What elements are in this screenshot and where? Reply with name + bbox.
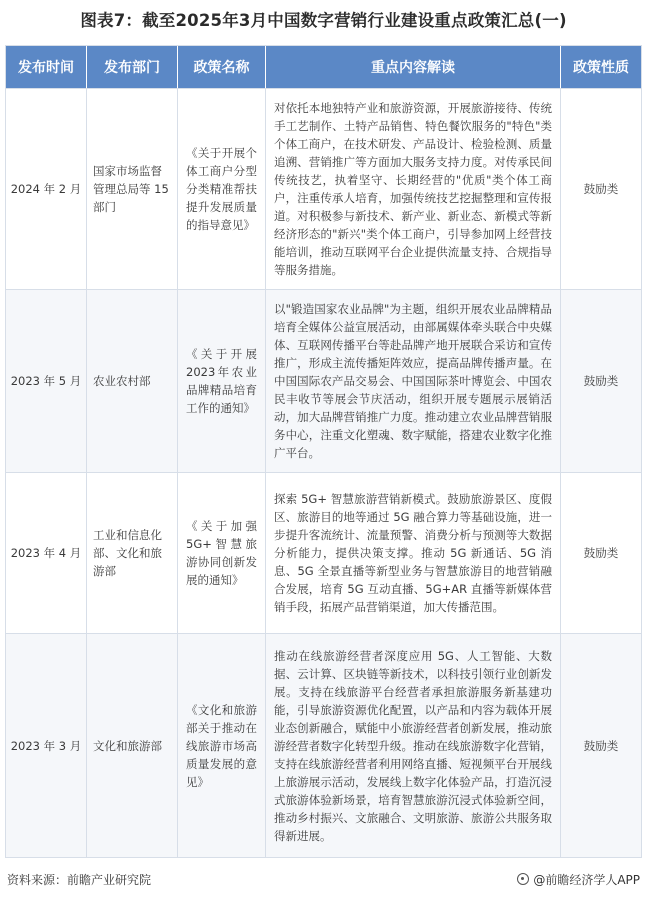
header-date: 发布时间 bbox=[6, 46, 87, 88]
table-row bbox=[6, 633, 641, 857]
figure-title: 图表7：截至2025年3月中国数字营销行业建设重点政策汇总(一) bbox=[80, 11, 567, 30]
cell-nature: 鼓励类 bbox=[583, 182, 619, 196]
brand-logo-icon bbox=[517, 873, 529, 885]
header-policy: 政策名称 bbox=[178, 46, 266, 88]
brand-credit bbox=[517, 871, 640, 888]
cell-dept: 文化和旅游部 bbox=[87, 634, 178, 857]
cell-nature: 鼓励类 bbox=[583, 546, 619, 560]
table-row bbox=[6, 88, 641, 289]
cell-policy: 《文化和旅游部关于推动在线旅游市场高质量发展的意见》 bbox=[178, 634, 266, 857]
cell-content: 推动在线旅游经营者深度应用 5G、人工智能、大数据、云计算、区块链等新技术，以科技引领行业创新发展。支持在线旅游平台经营者承担旅游服务新基建功能，引导旅游资源优化配置，以产品和内容为载体开展业态创新融合，赋能中小旅游经营者创新发展，推动旅游经营者数字化转型升级。推动在线旅游数字化营销，支持在线旅游经营者利用网络直播、短视频平台开展线上旅游展示活动，发展线上数字化体验产品，打造沉浸式旅游体验新场景，培育智慧旅游沉浸式体验新空间，推动乡村振兴、文旅融合、文明旅游、旅游公共服务取得新进展。 bbox=[266, 634, 561, 857]
cell-nature: 鼓励类 bbox=[583, 374, 619, 388]
table-header bbox=[6, 46, 641, 88]
table-row bbox=[6, 289, 641, 472]
cell-content: 探索 5G+ 智慧旅游营销新模式。鼓励旅游景区、度假区、旅游目的地等通过 5G 融合算力等基础设施，进一步提升客流统计、流量预警、消费分析与预测等大数据分析能力，提供决策支撑。推动 5G 新通话、5G 消息、5G 全景直播等新型业务与智慧旅游目的地营销融合发展，培育 5G 互动直播、5G+AR 直播等新媒体营销手段，拓展产品营销渠道，加大传播范围。 bbox=[266, 473, 561, 633]
footer bbox=[7, 868, 640, 890]
cell-policy: 《关于开展个体工商户分型分类精准帮扶提升发展质量的指导意见》 bbox=[178, 89, 266, 289]
cell-dept: 工业和信息化部、文化和旅游部 bbox=[87, 473, 178, 633]
policy-table bbox=[5, 45, 642, 858]
source-note: 资料来源：前瞻产业研究院 bbox=[7, 872, 152, 887]
cell-nature: 鼓励类 bbox=[583, 738, 619, 753]
header-content: 重点内容解读 bbox=[266, 46, 561, 88]
cell-date: 2023 年 4 月 bbox=[6, 473, 87, 633]
cell-content: 以"锻造国家农业品牌"为主题，组织开展农业品牌精品培育全媒体公益宣展活动，由部属媒体牵头联合中央媒体、互联网传播平台等赴品牌产地开展联合采访和宣传推广，形成主流传播矩阵效应，提高品牌传播声量。在中国国际农产品交易会、中国国际茶叶博览会、中国农民丰收节等展会节庆活动，组织开展专题展示展销活动，加大品牌营销推广力度。推动建立农业品牌营销服务中心，注重文化塑魂、数字赋能，搭建农业数字化推广平台。 bbox=[266, 290, 561, 472]
brand-label: @前瞻经济学人APP bbox=[533, 872, 640, 887]
header-nature: 政策性质 bbox=[573, 60, 629, 76]
cell-date: 2023 年 5 月 bbox=[6, 290, 87, 472]
cell-dept: 国家市场监督管理总局等 15 部门 bbox=[87, 89, 178, 289]
header-dept: 发布部门 bbox=[87, 46, 178, 88]
table-row bbox=[6, 472, 641, 633]
cell-content: 对依托本地独特产业和旅游资源，开展旅游接待、传统手工艺制作、土特产品销售、特色餐饮服务的"特色"类个体工商户，在技术研发、产品设计、检验检测、质量追溯、营销推广等方面加大服务支持力度。对传承民间传统技艺，执着坚守、长期经营的"优质"类个体工商户，注重传承人培育，加强传统技艺挖掘整理和宣传报道。对积极参与新技术、新产业、新业态、新模式等新经济形态的"新兴"类个体工商户，引导参加网上经营技能培训，推动互联网平台企业提供流量支持、合规指导等服务措施。 bbox=[266, 89, 561, 289]
cell-dept: 农业农村部 bbox=[87, 290, 178, 472]
cell-policy: 《关于加强5G+智慧旅游协同创新发展的通知》 bbox=[178, 473, 266, 633]
cell-date: 2024 年 2 月 bbox=[6, 89, 87, 289]
cell-policy: 《关于开展2023年农业品牌精品培育工作的通知》 bbox=[178, 290, 266, 472]
cell-date: 2023 年 3 月 bbox=[6, 634, 87, 857]
